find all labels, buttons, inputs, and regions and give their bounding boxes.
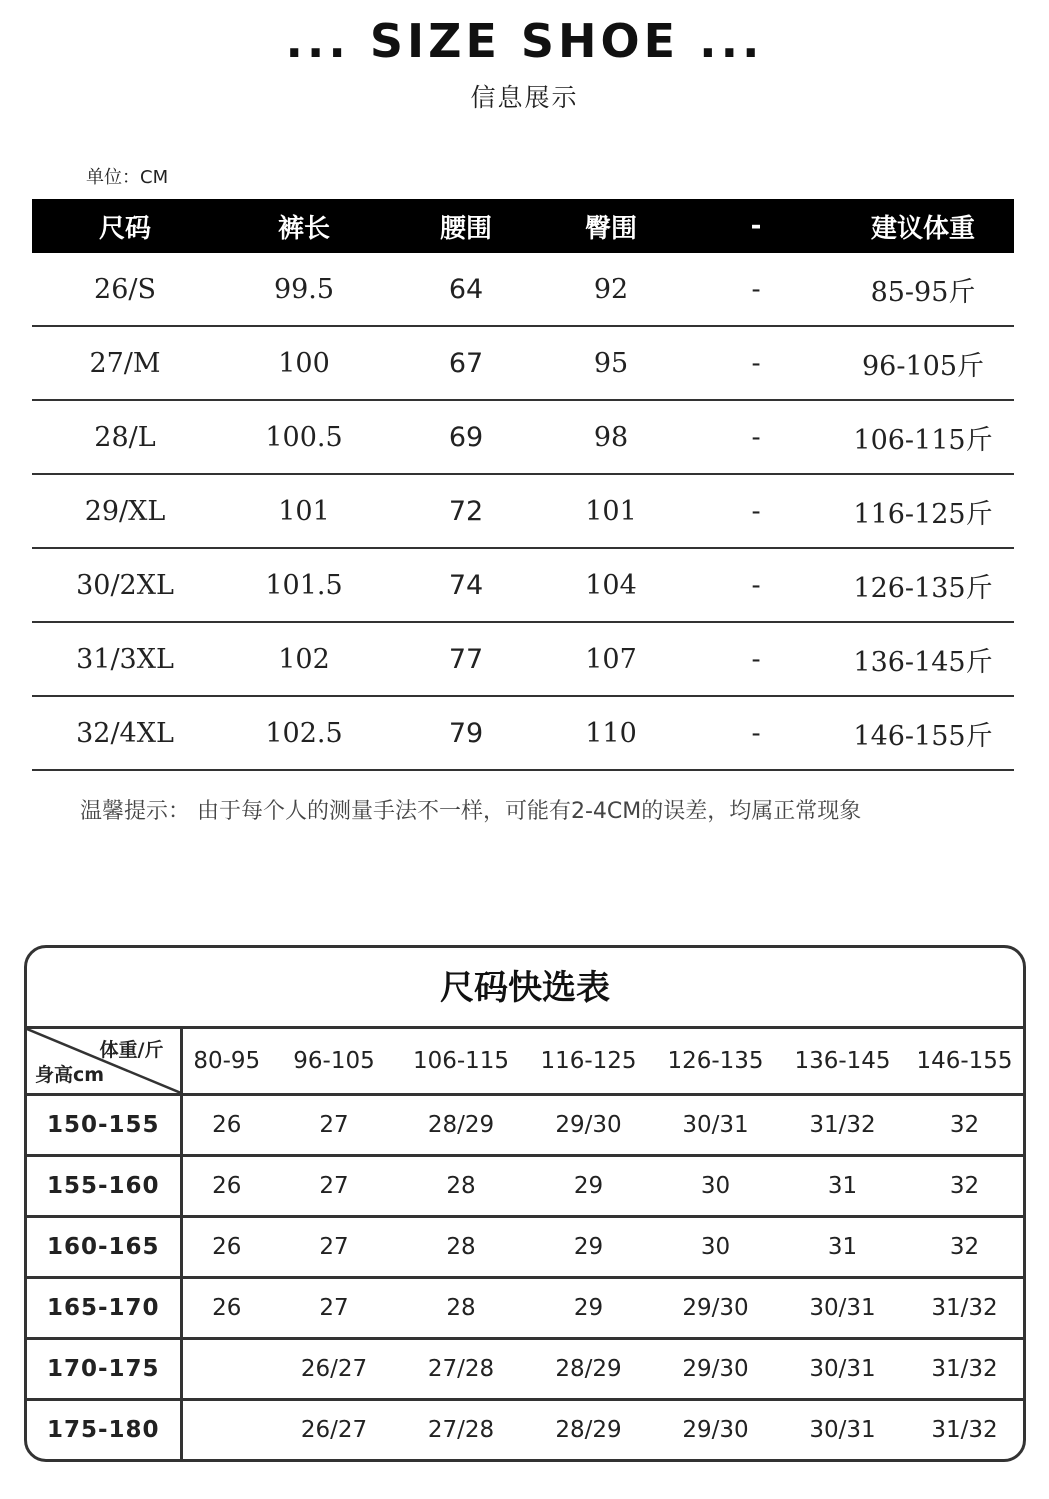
quick-select-table — [27, 1029, 1023, 1459]
cell-waist: 74 — [390, 548, 542, 622]
size-cell: 27/28 — [397, 1339, 525, 1400]
cell-size: 32/4XL — [32, 696, 218, 770]
table-row — [27, 1217, 1023, 1278]
size-cell: 30 — [652, 1217, 779, 1278]
table-row — [27, 1156, 1023, 1217]
size-cell: 28 — [397, 1278, 525, 1339]
size-cell: 27 — [271, 1095, 397, 1156]
column-header-size: 尺码 — [32, 199, 218, 253]
weight-column-header: 106-115 — [397, 1029, 525, 1095]
size-cell: 29 — [525, 1217, 652, 1278]
size-cell: 26 — [181, 1278, 271, 1339]
cell-length: 102 — [218, 622, 390, 696]
height-row-header: 165-170 — [27, 1278, 181, 1339]
column-header-blank: - — [680, 199, 832, 253]
cell-hip: 95 — [542, 326, 680, 400]
height-row-header: 155-160 — [27, 1156, 181, 1217]
cell-waist: 77 — [390, 622, 542, 696]
size-cell: 29/30 — [525, 1095, 652, 1156]
size-cell: 29 — [525, 1156, 652, 1217]
cell-blank: - — [680, 253, 832, 326]
measurement-note: 温馨提示： 由于每个人的测量手法不一样，可能有2-4CM的误差，均属正常现象 — [80, 799, 862, 824]
size-cell: 26 — [181, 1095, 271, 1156]
size-cell: 31 — [779, 1217, 906, 1278]
size-cell: 29/30 — [652, 1278, 779, 1339]
size-cell: 30/31 — [652, 1095, 779, 1156]
table-row — [32, 326, 1014, 400]
column-header-weight: 建议体重 — [832, 199, 1014, 253]
size-cell: 28 — [397, 1156, 525, 1217]
size-cell: 31 — [779, 1156, 906, 1217]
cell-length: 101 — [218, 474, 390, 548]
height-row-header: 150-155 — [27, 1095, 181, 1156]
cell-waist: 79 — [390, 696, 542, 770]
size-cell: 30/31 — [809, 1417, 876, 1443]
table-row — [27, 1339, 1023, 1400]
cell-length: 100.5 — [218, 400, 390, 474]
cell-blank: - — [680, 696, 832, 770]
height-row-header: 175-180 — [27, 1400, 181, 1460]
size-cell: 32 — [906, 1156, 1023, 1217]
cell-size: 30/2XL — [32, 548, 218, 622]
cell-length: 100 — [218, 326, 390, 400]
cell-hip: 98 — [542, 400, 680, 474]
cell-weight: 136-145斤 — [832, 622, 1014, 696]
cell-blank: - — [680, 548, 832, 622]
size-cell: 28/29 — [555, 1417, 622, 1443]
unit-label: 单位：CM — [86, 167, 169, 188]
table-row — [27, 1095, 1023, 1156]
cell-weight: 126-135斤 — [832, 548, 1014, 622]
cell-size: 29/XL — [32, 474, 218, 548]
size-cell: 31/32 — [779, 1095, 906, 1156]
size-cell: 30/31 — [779, 1339, 906, 1400]
size-cell: 28/29 — [525, 1339, 652, 1400]
cell-size: 27/M — [32, 326, 218, 400]
cell-weight: 85-95斤 — [832, 253, 1014, 326]
size-cell: 26/27 — [271, 1339, 397, 1400]
cell-size: 28/L — [32, 400, 218, 474]
size-cell: 29/30 — [652, 1339, 779, 1400]
cell-blank: - — [680, 400, 832, 474]
size-cell: 27 — [271, 1156, 397, 1217]
size-cell: 31/32 — [906, 1339, 1023, 1400]
cell-blank: - — [680, 474, 832, 548]
size-cell: 32 — [906, 1095, 1023, 1156]
cell-hip: 110 — [542, 696, 680, 770]
table-row — [32, 400, 1014, 474]
cell-length: 102.5 — [218, 696, 390, 770]
corner-height-label: 身高cm — [35, 1064, 105, 1086]
column-header-waist: 腰围 — [390, 199, 542, 253]
size-cell: 29/30 — [682, 1417, 749, 1443]
table-row — [32, 253, 1014, 326]
table-row — [32, 622, 1014, 696]
quick-select-title: 尺码快选表 — [27, 948, 1023, 1029]
size-cell: 27/28 — [427, 1417, 495, 1443]
weight-column-header: 146-155 — [906, 1029, 1023, 1095]
size-cell: 28/29 — [397, 1095, 525, 1156]
cell-waist: 67 — [390, 326, 542, 400]
size-cell: 30 — [652, 1156, 779, 1217]
cell-weight: 146-155斤 — [832, 696, 1014, 770]
size-cell: 30/31 — [779, 1278, 906, 1339]
cell-blank: - — [680, 326, 832, 400]
cell-waist: 69 — [390, 400, 542, 474]
size-cell: 27 — [271, 1217, 397, 1278]
table-row — [32, 696, 1014, 770]
weight-column-header: 96-105 — [271, 1029, 397, 1095]
size-cell — [181, 1400, 271, 1460]
size-table-header — [32, 199, 1014, 253]
size-cell: 26 — [181, 1217, 271, 1278]
table-row — [32, 474, 1014, 548]
size-cell: 31/32 — [906, 1278, 1023, 1339]
size-cell: 32 — [906, 1217, 1023, 1278]
corner-weight-label: 体重/斤 — [99, 1039, 164, 1061]
quick-select-header — [27, 1029, 1023, 1095]
page-title: ... SIZE SHOE ... — [285, 14, 764, 68]
cell-waist: 64 — [390, 253, 542, 326]
table-row — [27, 1278, 1023, 1339]
size-cell: 26/27 — [300, 1417, 368, 1443]
page-subtitle: 信息展示 — [470, 83, 579, 112]
size-cell: 27 — [271, 1278, 397, 1339]
table-row — [27, 1400, 1023, 1460]
size-table — [32, 199, 1014, 771]
cell-waist: 72 — [390, 474, 542, 548]
cell-size: 26/S — [32, 253, 218, 326]
column-header-length: 裤长 — [218, 199, 390, 253]
cell-hip: 92 — [542, 253, 680, 326]
cell-blank: - — [680, 622, 832, 696]
table-row — [32, 548, 1014, 622]
height-row-header: 160-165 — [27, 1217, 181, 1278]
cell-weight: 96-105斤 — [832, 326, 1014, 400]
size-cell — [181, 1339, 271, 1400]
size-cell: 31/32 — [931, 1417, 998, 1443]
cell-length: 99.5 — [218, 253, 390, 326]
size-cell: 29 — [525, 1278, 652, 1339]
size-cell: 28 — [397, 1217, 525, 1278]
weight-column-header: 136-145 — [779, 1029, 906, 1095]
quick-select-panel — [24, 945, 1026, 1462]
size-cell: 26 — [181, 1156, 271, 1217]
weight-column-header: 116-125 — [525, 1029, 652, 1095]
cell-weight: 116-125斤 — [832, 474, 1014, 548]
cell-weight: 106-115斤 — [832, 400, 1014, 474]
weight-column-header: 80-95 — [181, 1029, 271, 1095]
column-header-hip: 臀围 — [542, 199, 680, 253]
cell-length: 101.5 — [218, 548, 390, 622]
cell-hip: 101 — [542, 474, 680, 548]
weight-column-header: 126-135 — [652, 1029, 779, 1095]
height-row-header: 170-175 — [27, 1339, 181, 1400]
cell-size: 31/3XL — [32, 622, 218, 696]
corner-header — [27, 1029, 181, 1095]
cell-hip: 107 — [542, 622, 680, 696]
cell-hip: 104 — [542, 548, 680, 622]
